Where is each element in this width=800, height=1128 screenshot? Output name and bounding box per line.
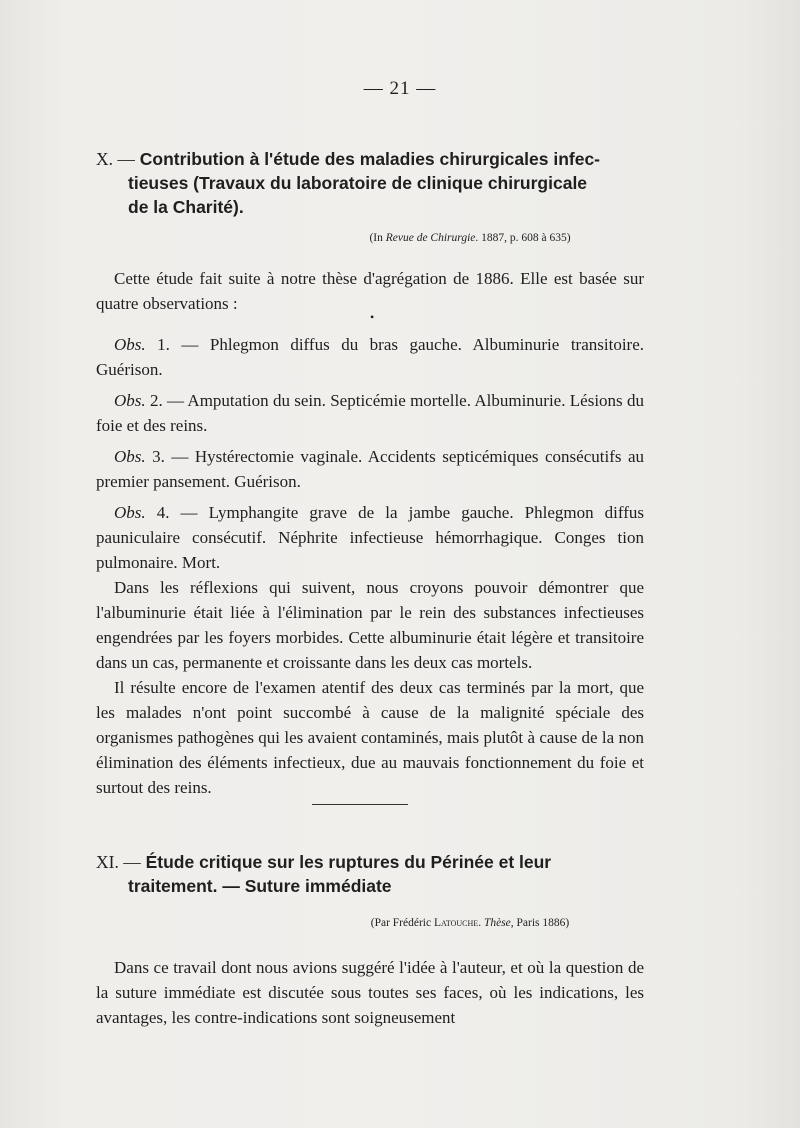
observation-2: Obs. 2. — Amputation du sein. Septicémie mortelle. Albuminurie. Lésions du foie et des reins.	[96, 391, 644, 435]
section-x-intro	[96, 266, 644, 316]
section-divider	[312, 804, 408, 805]
ref-prefix: (In	[369, 232, 386, 244]
section-x-title-line2: tieuses (Travaux du laboratoire de clinique chirurgicale	[128, 173, 588, 193]
ref-suffix: , Paris 1886)	[510, 917, 570, 929]
section-xi-body	[96, 955, 644, 1030]
section-xi-title-line1: Étude critique sur les ruptures du Périnée et leur	[145, 852, 552, 872]
page-number: — 21 —	[363, 78, 437, 99]
section-x-paragraph-1: Dans les réflexions qui suivent, nous croyons pouvoir démontrer que l'albuminurie était liée à l'élimination par le rein des substances infectieuses engendrées par les foyers morbides. Cette albuminurie était légère et transitoire dans un cas, permanente et croissante dans les deux cas mortels.	[96, 578, 644, 672]
section-xi-title-line2: traitement. — Suture immédiate	[128, 876, 392, 896]
ref-prefix: (Par Frédéric	[370, 917, 434, 929]
section-x-number: X. —	[96, 149, 135, 169]
section-x-reference	[196, 232, 744, 244]
ref-author: Latouche	[433, 917, 479, 929]
section-xi-reference: (Par Frédéric Latouche. Thèse, Paris 1886)	[370, 917, 570, 929]
bullet-mark: •	[370, 310, 375, 324]
observation-3: Obs. 3. — Hystérectomie vaginale. Accidents septicémiques consécutifs au premier pansement. Guérison.	[96, 447, 644, 491]
ref-suffix: . 1887, p. 608 à 635)	[475, 232, 571, 244]
ref-these: Thèse	[483, 917, 511, 929]
section-xi-heading	[96, 850, 644, 898]
section-x-heading	[96, 147, 644, 219]
section-x-paragraph-2: Il résulte encore de l'examen atentif des deux cas terminés par la mort, que les malades n'ont point succombé à cause de la malignité spéciale des organismes pathogènes qui les avaient contaminés, mais plutôt à cause de la non élimination des éléments infectieux, due au mauvais fonctionnement du foie et surtout des reins.	[96, 678, 644, 797]
ref-journal: Revue de Chirurgie	[385, 232, 476, 244]
observation-1: Obs. 1. — Phlegmon diffus du bras gauche. Albuminurie transitoire. Guérison.	[96, 335, 644, 379]
section-xi-paragraph-1: Dans ce travail dont nous avions suggéré l'idée à l'auteur, et où la question de la suture immédiate est discutée sous toutes ses faces, où les indications, les avantages, les contre-indications sont soigneusement	[96, 958, 644, 1027]
section-x-title-line3: de la Charité).	[128, 197, 244, 217]
observations-list	[96, 332, 644, 800]
section-xi-number: XI. —	[96, 852, 141, 872]
observation-4: Obs. 4. — Lymphangite grave de la jambe gauche. Phlegmon diffus pauniculaire consécutif. Néphrite infectieuse hémorrhagique. Conges tion pulmonaire. Mort.	[96, 503, 644, 572]
section-x-title-line1: Contribution à l'étude des maladies chirurgicales infec-	[139, 149, 601, 169]
intro-paragraph: Cette étude fait suite à notre thèse d'agrégation de 1886. Elle est basée sur quatre observations :	[96, 269, 644, 313]
